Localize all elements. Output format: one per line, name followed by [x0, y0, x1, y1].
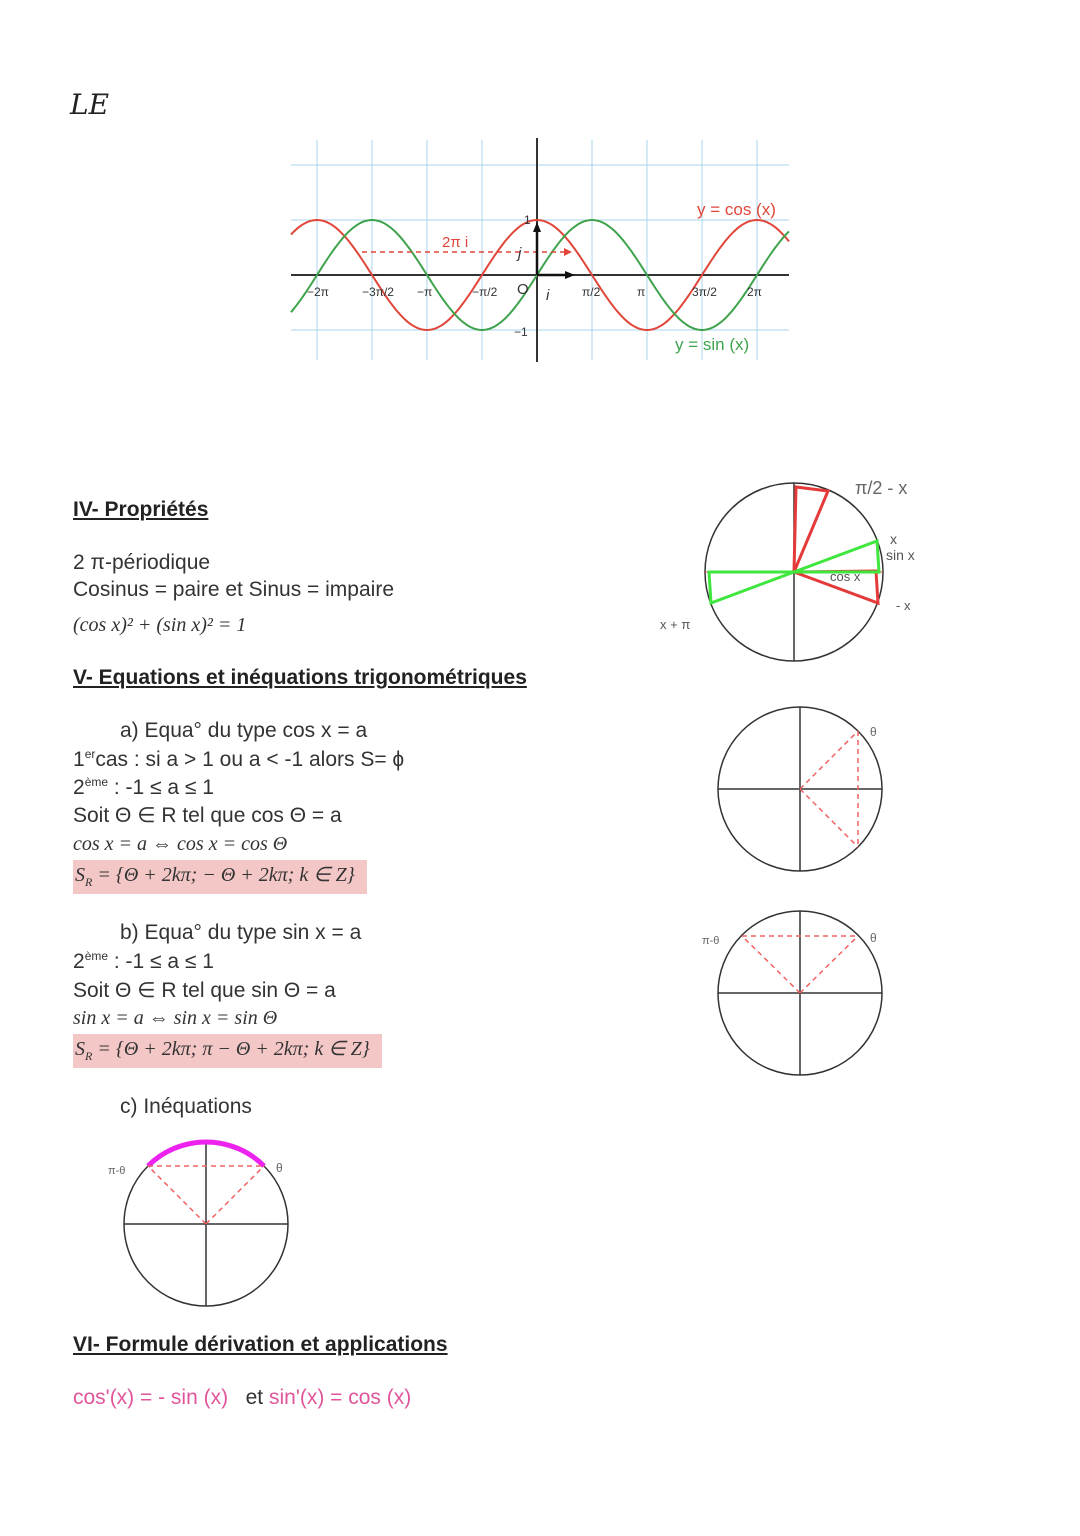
soit-cos-text: Soit Θ ∈ R tel que cos Θ = a	[73, 804, 342, 827]
section-4-title: IV- Propriétés	[73, 498, 209, 521]
case1-text: 1ercas : si a > 1 ou a < -1 alors S= ϕ	[73, 747, 405, 771]
soit-sin-text: Soit Θ ∈ R tel que sin Θ = a	[73, 979, 336, 1002]
translation-label: 2π i	[442, 234, 469, 251]
label-pi-over-2-minus-x: π/2 - x	[855, 478, 908, 498]
logo: LE	[70, 88, 110, 121]
unit-circle-inequation	[100, 1135, 310, 1315]
label-sin-x: sin x	[886, 547, 915, 563]
x-tick-label: −2π	[307, 285, 329, 299]
pi-minus-theta-label: π-θ	[702, 935, 720, 947]
x-tick-label: π/2	[582, 285, 601, 299]
x-tick-label: 2π	[747, 285, 762, 299]
theta-label: θ	[276, 1161, 283, 1175]
y-tick-minus1: −1	[514, 325, 528, 339]
periodic-text: 2 π-périodique	[73, 551, 211, 574]
label-x-plus-pi: x + π	[660, 617, 691, 632]
parity-text: Cosinus = paire et Sinus = impaire	[73, 578, 394, 601]
theta-label: θ	[870, 725, 877, 739]
trig-graph	[0, 0, 1080, 400]
label-cos-x: cos x	[830, 569, 861, 584]
pi-minus-theta-label: π-θ	[108, 1165, 126, 1177]
sin-label: y = sin (x)	[675, 335, 750, 354]
derivative-formulas	[73, 1386, 411, 1410]
part-a-heading: a) Equa° du type cos x = a	[120, 719, 368, 742]
origin-label: O	[517, 281, 529, 298]
part-b-heading: b) Equa° du type sin x = a	[120, 921, 362, 944]
unit-circle-cos	[700, 700, 900, 880]
cos-label: y = cos (x)	[697, 200, 776, 219]
connector-text: et	[245, 1386, 264, 1409]
cos-equivalence: cos x = a ⇔ cos x = cos Θ	[73, 833, 288, 855]
x-tick-label: −3π/2	[362, 285, 394, 299]
i-label: i	[546, 287, 550, 304]
cos-solution-set: $S_R = \{\Theta + 2k\pi$; − Θ + 2kπ; k ∈ Z}	[73, 860, 367, 894]
theta-label: θ	[870, 931, 877, 945]
x-tick-label: 3π/2	[692, 285, 717, 299]
x-tick-label: −π	[417, 285, 433, 299]
sin-derivative: sin'(x) = cos (x)	[268, 1386, 412, 1409]
sin-solution-set: $S_R = \{\Theta + 2k\pi$; π − Θ + 2kπ; k ∈ Z}	[73, 1034, 382, 1068]
sin-equivalence: sin x = a ⇔ sin x = sin Θ	[73, 1007, 278, 1029]
y-tick-1: 1	[524, 213, 531, 227]
unit-circle-symmetries	[640, 470, 960, 670]
identity-formula: (cos x)² + (sin x)² = 1	[73, 614, 247, 636]
cos-derivative: cos'(x) = - sin (x)	[73, 1386, 229, 1409]
label-minus-x: - x	[896, 598, 911, 613]
j-label: j	[518, 245, 522, 262]
label-x: x	[890, 531, 897, 547]
x-tick-label: π	[637, 285, 646, 299]
section-6-title: VI- Formule dérivation et applications	[73, 1333, 448, 1356]
section-5-title: V- Equations et inéquations trigonométriques	[73, 666, 527, 689]
case2-b-text: 2ème : -1 ≤ a ≤ 1	[73, 949, 214, 973]
case2-text: 2ème : -1 ≤ a ≤ 1	[73, 775, 214, 799]
part-c-heading: c) Inéquations	[120, 1095, 252, 1118]
unit-circle-sin	[690, 904, 900, 1084]
x-tick-label: −π/2	[472, 285, 498, 299]
